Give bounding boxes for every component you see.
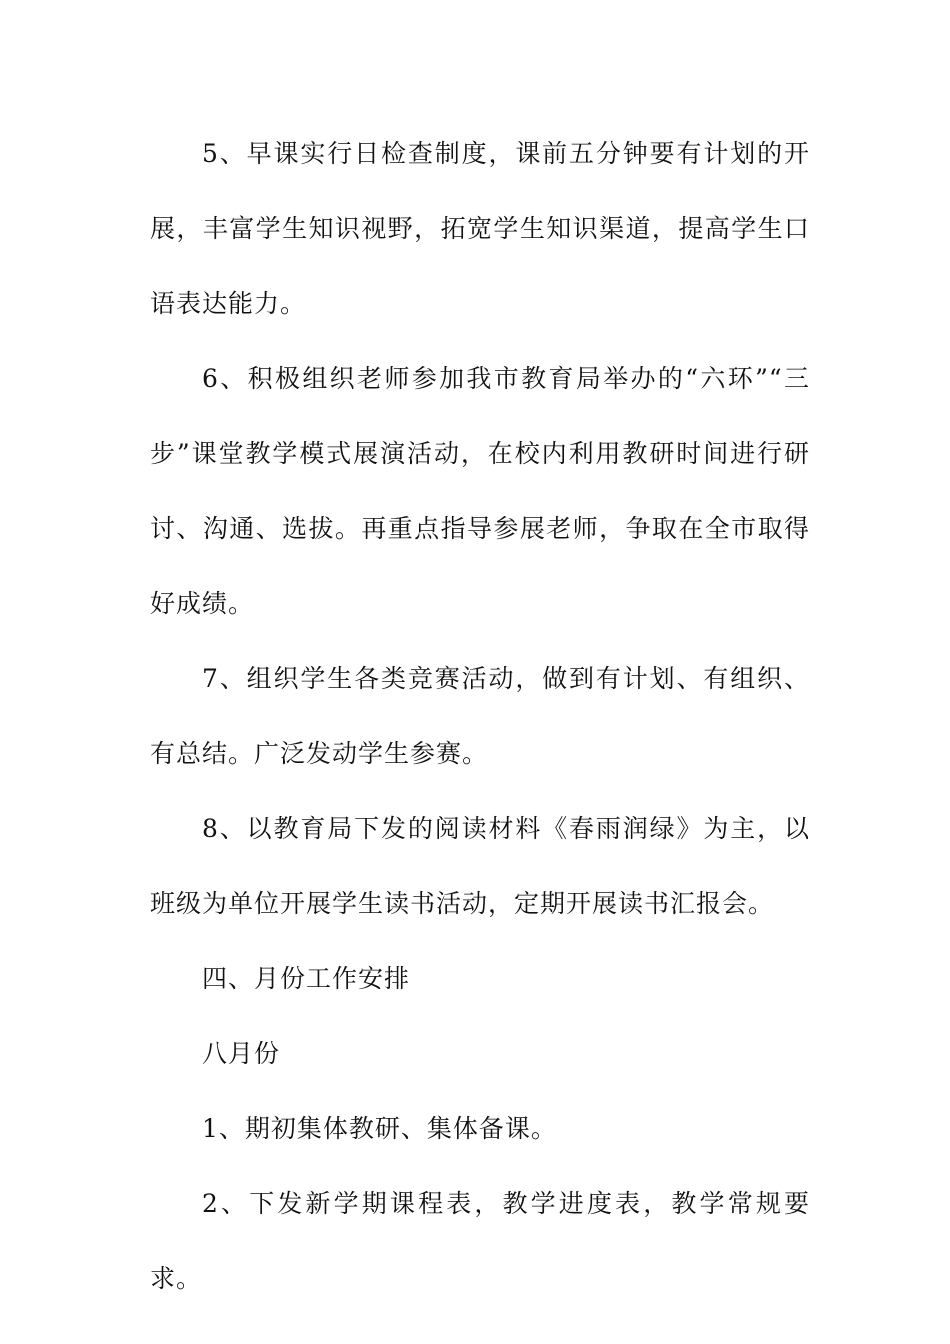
month-heading-august: 八月份 — [202, 1039, 281, 1068]
list-item-2: 2、下发新学期课程表，教学进度表，教学常规要求。 — [150, 1189, 810, 1293]
document-body — [150, 116, 810, 1316]
paragraph-item-7: 7、组织学生各类竞赛活动，做到有计划、有组织、有总结。广泛发动学生参赛。 — [150, 664, 810, 768]
section-heading-monthly-plan: 四、月份工作安排 — [202, 964, 411, 993]
list-item-1: 1、期初集体教研、集体备课。 — [202, 1114, 557, 1143]
paragraph-item-5: 5、早课实行日检查制度，课前五分钟要有计划的开展，丰富学生知识视野，拓宽学生知识渠道，提高学生口语表达能力。 — [150, 139, 810, 318]
paragraph-item-8: 8、以教育局下发的阅读材料《春雨润绿》为主，以班级为单位开展学生读书活动，定期开展读书汇报会。 — [150, 814, 810, 918]
paragraph-item-6: 6、积极组织老师参加我市教育局举办的“六环”“三步”课堂教学模式展演活动，在校内利用教研时间进行研讨、沟通、选拔。再重点指导参展老师，争取在全市取得好成绩。 — [150, 364, 810, 618]
